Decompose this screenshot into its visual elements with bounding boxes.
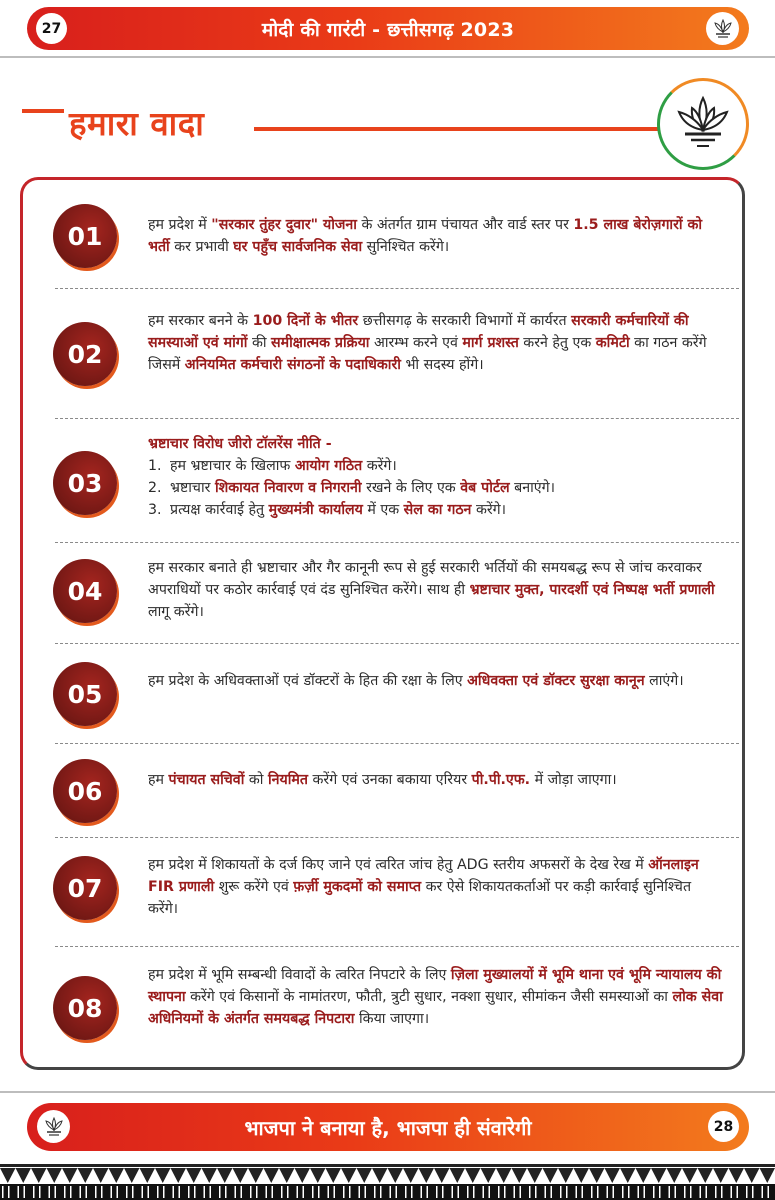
body-text: सुनिश्चित करेंगे।	[362, 239, 450, 255]
decorative-border	[0, 1164, 775, 1200]
dashed-divider	[55, 946, 739, 947]
promise-item	[53, 433, 725, 523]
header-bar	[27, 7, 749, 50]
highlighted-text: घर पहुँच सार्वजनिक सेवा	[233, 239, 363, 255]
promise-item	[53, 310, 725, 400]
section-heading	[22, 104, 652, 148]
promise-number-badge: 07	[53, 856, 117, 920]
body-text: हम प्रदेश के अधिवक्ताओं एवं डॉक्टरों के हित की रक्षा के लिए	[148, 673, 468, 689]
dashed-divider	[55, 542, 739, 543]
promise-number-badge: 08	[53, 976, 117, 1040]
body-text: करेंगे।	[362, 458, 397, 474]
dashed-divider	[55, 288, 739, 289]
highlighted-text: फ़र्ज़ी मुकदमों को समाप्त	[293, 879, 422, 895]
body-text: करेंगे।	[471, 502, 507, 518]
body-text: में जोड़ा जाएगा।	[530, 772, 617, 788]
highlighted-text: सरकारी कर्मचारियों की समस्याओं एवं मांगों	[148, 313, 689, 351]
bjp-lotus-icon	[706, 12, 739, 45]
body-text: हम प्रदेश में शिकायतों के दर्ज किए जाने एवं त्वरित जांच हेतु ADG स्तरीय अफसरों के देख रेख में	[148, 857, 649, 873]
promise-item	[53, 202, 725, 270]
highlighted-text: वेब पोर्टल	[460, 480, 510, 496]
highlighted-text: ज़िला मुख्यालयों में भूमि थाना एवं भूमि न्यायालय की स्थापना	[148, 967, 722, 1005]
promises-card	[20, 177, 745, 1070]
promise-number-badge: 04	[53, 559, 117, 623]
promise-heading: भ्रष्टाचार विरोध जीरो टॉलरेंस नीति -	[148, 436, 332, 452]
body-text: के अंतर्गत ग्राम पंचायत और वार्ड स्तर पर	[356, 217, 574, 233]
dashed-divider	[55, 643, 739, 644]
dashed-divider	[55, 743, 739, 744]
bjp-lotus-logo	[657, 78, 749, 170]
promise-text	[148, 214, 725, 258]
body-text: करने हेतु एक	[518, 335, 596, 351]
promise-text	[148, 310, 725, 376]
body-text: कर प्रभावी	[169, 239, 234, 255]
highlighted-text: भ्रष्टाचार मुक्त, पारदर्शी एवं निष्पक्ष भर्ती प्रणाली	[469, 582, 715, 598]
body-text: हम सरकार बनने के	[148, 313, 253, 329]
promise-item	[53, 660, 725, 730]
body-text: रखने के लिए एक	[361, 480, 461, 496]
highlighted-text: सेल का गठन	[403, 502, 472, 518]
title-rule-left	[22, 109, 64, 113]
promise-item	[53, 557, 725, 627]
body-text: करेंगे एवं किसानों के नामांतरण, फौती, त्रुटी सुधार, नक्शा सुधार, सीमांकन जैसी समस्याओं का	[185, 989, 673, 1005]
promise-number-badge: 01	[53, 204, 117, 268]
promise-number-badge: 05	[53, 662, 117, 726]
footer-slogan: भाजपा ने बनाया है, भाजपा ही संवारेगी	[244, 1116, 532, 1140]
list-item: 3. प्रत्यक्ष कार्रवाई हेतु मुख्यमंत्री कार्यालय में एक सेल का गठन करेंगे।	[148, 502, 507, 518]
promise-item	[53, 854, 725, 924]
highlighted-text: मार्ग प्रशस्त	[462, 335, 519, 351]
highlighted-text: अनियमित कर्मचारी संगठनों के पदाधिकारी	[184, 357, 401, 373]
highlighted-text: पी.पी.एफ.	[471, 772, 531, 788]
highlighted-text: ऑनलाइन FIR प्रणाली	[148, 857, 699, 895]
highlighted-text: नियमित	[267, 772, 308, 788]
body-text: भी सदस्य होंगे।	[400, 357, 484, 373]
body-text: प्रत्यक्ष कार्रवाई हेतु	[170, 502, 269, 518]
footer-bar	[27, 1103, 749, 1151]
body-text: शुरू करेंगे एवं	[214, 879, 294, 895]
promise-number-badge: 06	[53, 759, 117, 823]
body-text: हम सरकार बनाते ही भ्रष्टाचार और गैर कानूनी रूप से हुई सरकारी भर्तियों की समयबद्ध रूप से जांच करवाकर अपराधियों पर कठोर कार्रवाई एवं दंड सुनिश्चित करेंगे। साथ ही	[148, 560, 702, 598]
promise-text	[148, 964, 725, 1030]
promise-item	[53, 964, 725, 1054]
body-text: बनाएंगे।	[509, 480, 556, 496]
body-text: लागू करेंगे।	[148, 604, 204, 620]
list-item: 1. हम भ्रष्टाचार के खिलाफ आयोग गठित करेंगे।	[148, 458, 397, 474]
body-text: भ्रष्टाचार	[170, 480, 215, 496]
promise-item	[53, 757, 725, 827]
promise-text	[148, 557, 725, 623]
promise-text	[148, 854, 725, 920]
page-number-left: 27	[36, 13, 67, 44]
dashed-divider	[55, 418, 739, 419]
highlighted-text: लोक सेवा अधिनियमों के अंतर्गत समयबद्ध निपटारा	[148, 989, 723, 1027]
header-title: मोदी की गारंटी - छत्तीसगढ़ 2023	[261, 19, 515, 41]
body-text: लाएंगे।	[644, 673, 684, 689]
highlighted-text: समीक्षात्मक प्रक्रिया	[271, 335, 370, 351]
body-text: कर ऐसे शिकायतकर्ताओं पर कड़ी कार्रवाई सुनिश्चित करेंगे।	[148, 879, 692, 917]
body-text: हम	[148, 772, 169, 788]
title-rule-right	[254, 127, 670, 131]
promise-text	[148, 670, 725, 692]
body-text: हम प्रदेश में भूमि सम्बन्धी विवादों के त्वरित निपटारे के लिए	[148, 967, 451, 983]
highlighted-text: "सरकार तुंहर दुवार" योजना	[211, 217, 357, 233]
body-text: छत्तीसगढ़ के सरकारी विभागों में कार्यरत	[358, 313, 572, 329]
footer-divider	[0, 1091, 775, 1093]
highlighted-text: आयोग गठित	[294, 458, 363, 474]
list-item: 2. भ्रष्टाचार शिकायत निवारण व निगरानी रखने के लिए एक वेब पोर्टल बनाएंगे।	[148, 480, 556, 496]
body-text: में एक	[362, 502, 404, 518]
promise-text-list	[148, 433, 725, 521]
highlighted-text: कमिटी	[595, 335, 630, 351]
highlighted-text: शिकायत निवारण व निगरानी	[214, 480, 362, 496]
body-text: का गठन करेंगे जिसमें	[148, 335, 707, 373]
body-text: करेंगे एवं उनका बकाया एरियर	[308, 772, 472, 788]
section-title: हमारा वादा	[69, 104, 205, 143]
page-number-right: 28	[708, 1111, 739, 1142]
promise-text	[148, 769, 725, 791]
header-divider	[0, 56, 775, 58]
highlighted-text: अधिवक्ता एवं डॉक्टर सुरक्षा कानून	[467, 673, 645, 689]
body-text: की	[247, 335, 272, 351]
highlighted-text: 100 दिनों के भीतर	[252, 313, 359, 329]
highlighted-text: मुख्यमंत्री कार्यालय	[268, 502, 363, 518]
body-text: आरम्भ करने एवं	[369, 335, 463, 351]
highlighted-text: पंचायत सचिवों	[168, 772, 245, 788]
promise-number-badge: 03	[53, 451, 117, 515]
body-text: हम प्रदेश में	[148, 217, 212, 233]
body-text: किया जाएगा।	[354, 1011, 430, 1027]
highlighted-text: 1.5 लाख बेरोज़गारों को भर्ती	[148, 217, 703, 255]
body-text: को	[244, 772, 268, 788]
promise-number-badge: 02	[53, 322, 117, 386]
body-text: हम भ्रष्टाचार के खिलाफ	[170, 458, 295, 474]
dashed-divider	[55, 837, 739, 838]
